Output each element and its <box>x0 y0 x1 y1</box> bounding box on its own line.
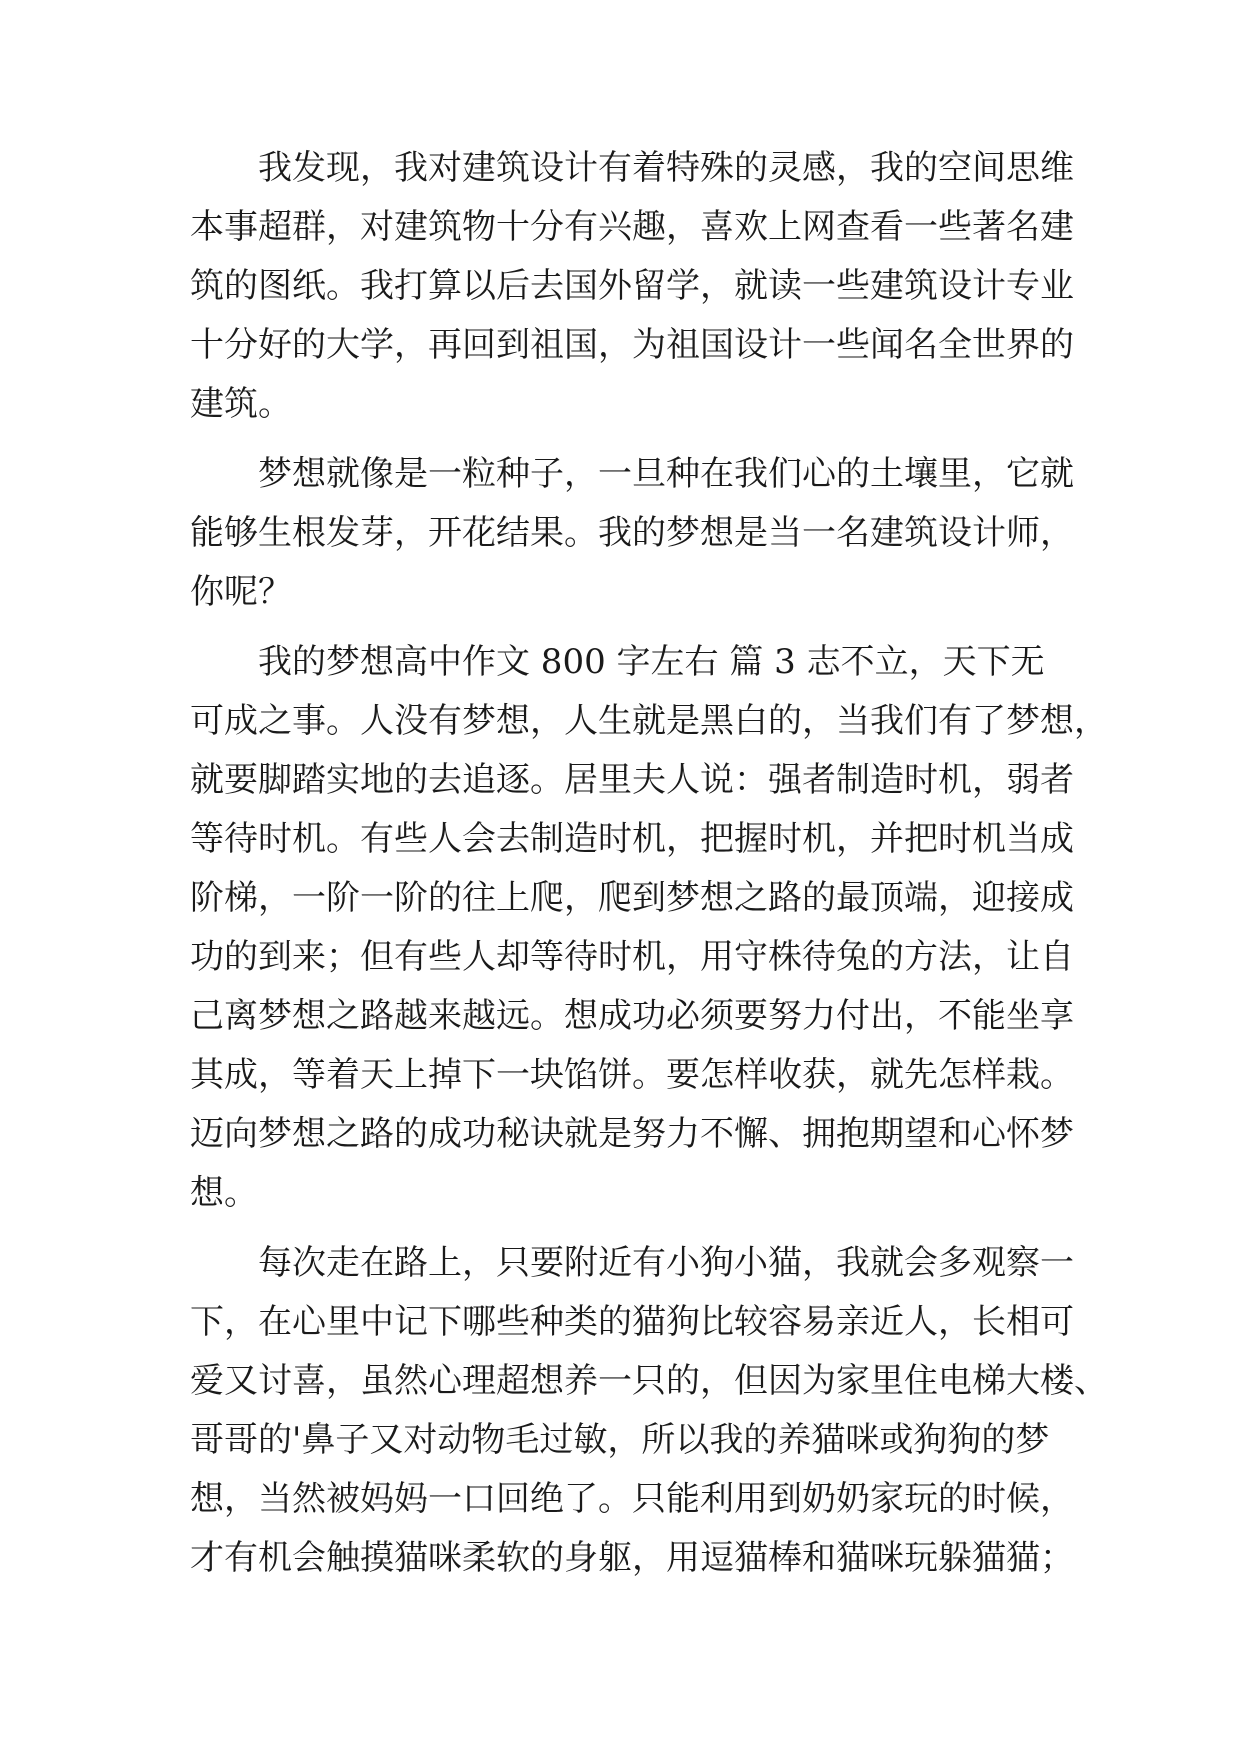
paragraph-3-line-1: 我的梦想高中作文 800 字左右 篇 3 志不立，天下无 <box>258 642 1045 682</box>
paragraph-3-line-8: 其成，等着天上掉下一块馅饼。要怎样收获，就先怎样栽。 <box>190 1055 1074 1095</box>
paragraph-4-line-1: 每次走在路上，只要附近有小狗小猫，我就会多观察一 <box>258 1243 1074 1283</box>
paragraph-4-line-6: 才有机会触摸猫咪柔软的身躯，用逗猫棒和猫咪玩躲猫猫； <box>190 1538 1074 1578</box>
paragraph-3-line-5: 阶梯，一阶一阶的往上爬，爬到梦想之路的最顶端，迎接成 <box>190 878 1074 918</box>
paragraph-3-line-2: 可成之事。人没有梦想，人生就是黑白的，当我们有了梦想， <box>190 701 1108 741</box>
paragraph-1-line-4: 十分好的大学，再回到祖国，为祖国设计一些闻名全世界的 <box>190 325 1074 365</box>
paragraph-3-line-10: 想。 <box>190 1173 258 1213</box>
paragraph-3-line-7: 己离梦想之路越来越远。想成功必须要努力付出，不能坐享 <box>190 996 1074 1036</box>
paragraph-1-line-3: 筑的图纸。我打算以后去国外留学，就读一些建筑设计专业 <box>190 266 1074 306</box>
paragraph-1-line-2: 本事超群，对建筑物十分有兴趣，喜欢上网查看一些著名建 <box>190 207 1074 247</box>
paragraph-2-line-2: 能够生根发芽，开花结果。我的梦想是当一名建筑设计师， <box>190 513 1074 553</box>
paragraph-4-line-4: 哥哥的'鼻子又对动物毛过敏，所以我的养猫咪或狗狗的梦 <box>190 1420 1050 1460</box>
paragraph-3-line-3: 就要脚踏实地的去追逐。居里夫人说：强者制造时机，弱者 <box>190 760 1074 800</box>
paragraph-3-line-9: 迈向梦想之路的成功秘诀就是努力不懈、拥抱期望和心怀梦 <box>190 1114 1074 1154</box>
paragraph-3-line-6: 功的到来；但有些人却等待时机，用守株待兔的方法，让自 <box>190 937 1074 977</box>
paragraph-2-line-1: 梦想就像是一粒种子，一旦种在我们心的土壤里，它就 <box>258 454 1074 494</box>
paragraph-4-line-5: 想，当然被妈妈一口回绝了。只能利用到奶奶家玩的时候， <box>190 1479 1074 1519</box>
paragraph-4-line-2: 下，在心里中记下哪些种类的猫狗比较容易亲近人，长相可 <box>190 1302 1074 1342</box>
paragraph-1-line-1: 我发现，我对建筑设计有着特殊的灵感，我的空间思维 <box>258 148 1074 188</box>
paragraph-4-line-3: 爱又讨喜，虽然心理超想养一只的，但因为家里住电梯大楼、 <box>190 1361 1108 1401</box>
paragraph-1-line-5: 建筑。 <box>190 384 292 424</box>
paragraph-3-line-4: 等待时机。有些人会去制造时机，把握时机，并把时机当成 <box>190 819 1074 859</box>
paragraph-2-line-3: 你呢？ <box>190 572 292 612</box>
